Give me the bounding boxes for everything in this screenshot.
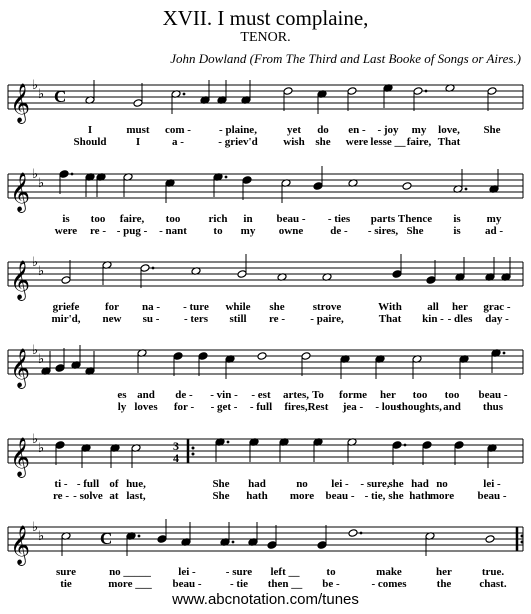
lyric-syllable: she <box>388 478 404 490</box>
lyric-syllable: - pug - <box>116 225 148 237</box>
lyric-syllable: new <box>102 313 122 325</box>
lyric-syllable: her <box>380 389 396 401</box>
lyric-syllable: re - <box>269 313 285 325</box>
note-head <box>198 352 208 361</box>
lyric-syllable: - full <box>249 401 273 413</box>
lyric-syllable: do <box>317 124 329 136</box>
note-head <box>55 441 65 450</box>
lyric-syllable: all <box>427 301 439 313</box>
composer-credit: John Dowland (From The Third and Last Booke of Songs or Aires.) <box>170 51 521 66</box>
lyric-syllable: no <box>436 478 448 490</box>
lyric-syllable: jea - <box>342 401 364 413</box>
lyric-syllable: and <box>137 389 155 401</box>
tune-title: XVII. I must complaine, <box>162 6 369 30</box>
lyric-syllable: too <box>90 213 106 225</box>
note-head <box>313 182 323 191</box>
note-head <box>133 99 143 108</box>
lyric-syllable: su - <box>142 313 160 325</box>
flat-icon: ♭ <box>38 440 45 455</box>
lyric-syllable: beau - <box>172 578 202 590</box>
lyric-syllable: - get - <box>210 401 238 413</box>
voice-part-label: TENOR. <box>240 30 291 45</box>
note-head <box>348 529 358 538</box>
note-head <box>283 87 293 96</box>
time-signature-top: 3 <box>173 439 179 453</box>
augmentation-dot <box>503 352 506 355</box>
flat-icon: ♭ <box>32 519 39 534</box>
lyric-syllable: - paire, <box>310 313 344 325</box>
treble-clef-icon: 𝄞 <box>10 348 31 388</box>
lyric-syllable: too <box>165 213 181 225</box>
lyric-syllable: es <box>117 389 127 401</box>
lyric-syllable: is <box>453 225 461 237</box>
lyric-syllable: hath <box>409 490 431 502</box>
flat-icon: ♭ <box>32 431 39 446</box>
note-head <box>413 87 423 96</box>
lyric-syllable: en - <box>348 124 366 136</box>
repeat-dot <box>521 535 524 538</box>
lyric-syllable: - tie <box>229 578 249 590</box>
lyric-syllable: artes, <box>283 389 309 401</box>
lyric-syllable: She <box>406 225 424 237</box>
flat-icon: ♭ <box>38 86 45 101</box>
lyric-syllable: sure <box>56 566 76 578</box>
flat-icon: ♭ <box>38 351 45 366</box>
lyric-syllable: yet <box>286 124 302 136</box>
lyric-syllable: no <box>296 478 308 490</box>
lyric-syllable: thus <box>482 401 504 413</box>
lyric-syllable: With <box>378 301 402 313</box>
lyric-syllable: her <box>452 301 468 313</box>
lyric-syllable: - ters <box>183 313 209 325</box>
lyric-syllable: - sure <box>225 566 253 578</box>
augmentation-dot <box>152 267 155 270</box>
lyric-syllable: beau - <box>325 490 355 502</box>
lyric-syllable: and <box>443 401 461 413</box>
lyric-syllable: fires, <box>284 401 308 413</box>
lyric-syllable: her <box>436 566 452 578</box>
note-head <box>426 276 436 285</box>
lyric-syllable: owne <box>278 225 304 237</box>
lyric-syllable: - solve <box>73 490 103 502</box>
treble-clef-icon: 𝄞 <box>10 260 31 300</box>
note-head <box>173 352 183 361</box>
lyric-syllable: - tie, <box>364 490 386 502</box>
lyric-syllable: griefe <box>52 301 80 313</box>
lyric-syllable: hath <box>246 490 268 502</box>
lyric-syllable: re - <box>53 490 69 502</box>
lyric-syllable: - griev'd <box>218 136 258 148</box>
common-time-signature: C <box>100 529 113 548</box>
lyric-syllable: - dles <box>447 313 473 325</box>
augmentation-dot <box>360 532 363 535</box>
lyric-syllable: rich <box>208 213 228 225</box>
lyric-syllable: mir'd, <box>51 313 81 325</box>
repeat-dot <box>521 541 524 544</box>
lyric-syllable: Should <box>73 136 107 148</box>
lyric-syllable: de - <box>330 225 348 237</box>
lyric-syllable: beau - <box>276 213 306 225</box>
lyric-syllable: more <box>429 490 455 502</box>
lyric-syllable: de - <box>175 389 193 401</box>
lyric-syllable: I <box>87 124 93 136</box>
flat-icon: ♭ <box>32 254 39 269</box>
lyric-syllable: for <box>104 301 120 313</box>
lyric-syllable: She <box>212 478 230 490</box>
lyric-syllable: tie <box>60 578 72 590</box>
lyric-syllable: were <box>54 225 78 237</box>
lyric-syllable: at <box>109 490 119 502</box>
lyric-syllable: I <box>135 136 141 148</box>
lyric-syllable: must <box>126 124 150 136</box>
lyric-syllable: na - <box>141 301 161 313</box>
lyric-syllable: - nant <box>159 225 187 237</box>
lyric-syllable: last, <box>126 490 146 502</box>
note-head <box>347 87 357 96</box>
lyric-syllable: is <box>453 213 461 225</box>
repeat-dot <box>192 453 195 456</box>
lyric-syllable: hue, <box>126 478 146 490</box>
treble-clef-icon: 𝄞 <box>10 437 31 477</box>
lyric-syllable: for - <box>173 401 195 413</box>
lyric-syllable: com - <box>165 124 191 136</box>
lyric-syllable: in <box>243 213 253 225</box>
note-head <box>487 87 497 96</box>
common-time-signature: C <box>54 87 67 106</box>
lyric-syllable: lei - <box>331 478 349 490</box>
lyric-syllable: Thence <box>397 213 433 225</box>
lyric-syllable: thoughts, <box>398 401 442 413</box>
note-head <box>59 170 69 179</box>
lyric-syllable: be - <box>322 578 340 590</box>
lyric-syllable: She <box>212 490 230 502</box>
note-head <box>157 535 167 544</box>
note-head <box>402 182 412 191</box>
lyric-syllable: day - <box>485 313 509 325</box>
note-head <box>61 276 71 285</box>
lyric-syllable: lei - <box>483 478 501 490</box>
note-head <box>242 176 252 185</box>
lyric-syllable: - plaine, <box>219 124 257 136</box>
augmentation-dot <box>71 173 74 176</box>
lyric-syllable: re - <box>90 225 106 237</box>
note-head <box>454 441 464 450</box>
lyric-syllable: ly <box>117 401 127 413</box>
lyric-syllable: lesse __ <box>370 136 406 148</box>
lyric-syllable: then __ <box>267 578 303 590</box>
lyric-syllable: kin - <box>422 313 444 325</box>
time-signature-bottom: 4 <box>173 451 179 465</box>
lyric-syllable: of <box>109 478 119 490</box>
note-head <box>257 352 267 361</box>
lyric-syllable: is <box>62 213 70 225</box>
lyric-syllable: grac - <box>483 301 511 313</box>
footer-url[interactable]: www.abcnotation.com/tunes <box>172 591 359 608</box>
flat-icon: ♭ <box>32 166 39 181</box>
lyric-syllable: too <box>412 389 428 401</box>
lyric-syllable: to <box>326 566 336 578</box>
lyric-syllable: were <box>345 136 369 148</box>
augmentation-dot <box>138 535 141 538</box>
flat-icon: ♭ <box>32 342 39 357</box>
augmentation-dot <box>183 93 186 96</box>
lyric-syllable: That <box>378 313 402 325</box>
lyric-syllable: To <box>312 389 324 401</box>
lyric-syllable: my <box>486 213 502 225</box>
lyric-syllable: - vin - <box>210 389 238 401</box>
lyric-syllable: beau - <box>477 490 507 502</box>
augmentation-dot <box>227 441 230 444</box>
flat-icon: ♭ <box>38 263 45 278</box>
augmentation-dot <box>225 176 228 179</box>
lyric-syllable: loves <box>134 401 158 413</box>
lyric-syllable: she <box>315 136 331 148</box>
lyric-syllable: had <box>248 478 266 490</box>
lyric-syllable: forme <box>338 389 368 401</box>
lyric-syllable: beau - <box>478 389 508 401</box>
lyric-syllable: She <box>483 124 501 136</box>
treble-clef-icon: 𝄞 <box>10 525 31 565</box>
treble-clef-icon: 𝄞 <box>10 83 31 123</box>
lyric-syllable: while <box>225 301 251 313</box>
lyric-syllable: love, <box>438 124 460 136</box>
lyric-syllable: ti - <box>54 478 68 490</box>
lyric-syllable: lei - <box>178 566 196 578</box>
note-head <box>140 264 150 273</box>
lyric-syllable: the <box>436 578 452 590</box>
lyric-syllable: chast. <box>479 578 507 590</box>
lyric-syllable: make <box>376 566 402 578</box>
lyric-syllable: had <box>411 478 429 490</box>
lyric-syllable: faire, <box>119 213 145 225</box>
lyric-syllable: no _____ <box>109 566 151 578</box>
lyric-syllable: still <box>229 313 247 325</box>
augmentation-dot <box>465 188 468 191</box>
lyric-syllable: - sires, <box>367 225 399 237</box>
lyric-syllable: wish <box>283 136 305 148</box>
lyric-syllable: more ___ <box>108 578 152 590</box>
lyric-syllable: too <box>444 389 460 401</box>
lyric-syllable: left __ <box>270 566 300 578</box>
lyric-syllable: - lous <box>375 401 401 413</box>
lyric-syllable: - comes <box>371 578 407 590</box>
flat-icon: ♭ <box>38 528 45 543</box>
lyric-syllable: - est <box>251 389 271 401</box>
lyric-syllable: she <box>388 490 404 502</box>
flat-icon: ♭ <box>32 77 39 92</box>
lyric-syllable: - ties <box>327 213 351 225</box>
lyric-syllable: Rest <box>307 401 329 413</box>
flat-icon: ♭ <box>38 175 45 190</box>
lyric-syllable: she <box>269 301 285 313</box>
lyric-syllable: to <box>213 225 223 237</box>
lyric-syllable: more <box>289 490 315 502</box>
lyric-syllable: strove <box>312 301 342 313</box>
note-head <box>392 441 402 450</box>
lyric-syllable: - joy <box>377 124 399 136</box>
lyric-syllable: my <box>240 225 256 237</box>
augmentation-dot <box>425 90 428 93</box>
lyric-syllable: - full <box>76 478 100 490</box>
note-head <box>55 364 65 373</box>
lyric-syllable: a - <box>172 136 184 148</box>
note-head <box>392 270 402 279</box>
lyric-syllable: - sure, <box>360 478 390 490</box>
augmentation-dot <box>232 541 235 544</box>
note-head <box>301 352 311 361</box>
repeat-dot <box>192 447 195 450</box>
lyric-syllable: - ture <box>183 301 209 313</box>
lyric-syllable: true. <box>481 566 505 578</box>
note-head <box>267 541 277 550</box>
note-head <box>422 441 432 450</box>
lyric-syllable: parts <box>370 213 396 225</box>
lyric-syllable: ad - <box>484 225 504 237</box>
augmentation-dot <box>404 444 407 447</box>
note-head <box>317 541 327 550</box>
note-head <box>485 535 495 544</box>
note-head <box>237 270 247 279</box>
lyric-syllable: faire, <box>406 136 432 148</box>
treble-clef-icon: 𝄞 <box>10 172 31 212</box>
lyric-syllable: my <box>411 124 427 136</box>
lyric-syllable: That <box>437 136 461 148</box>
